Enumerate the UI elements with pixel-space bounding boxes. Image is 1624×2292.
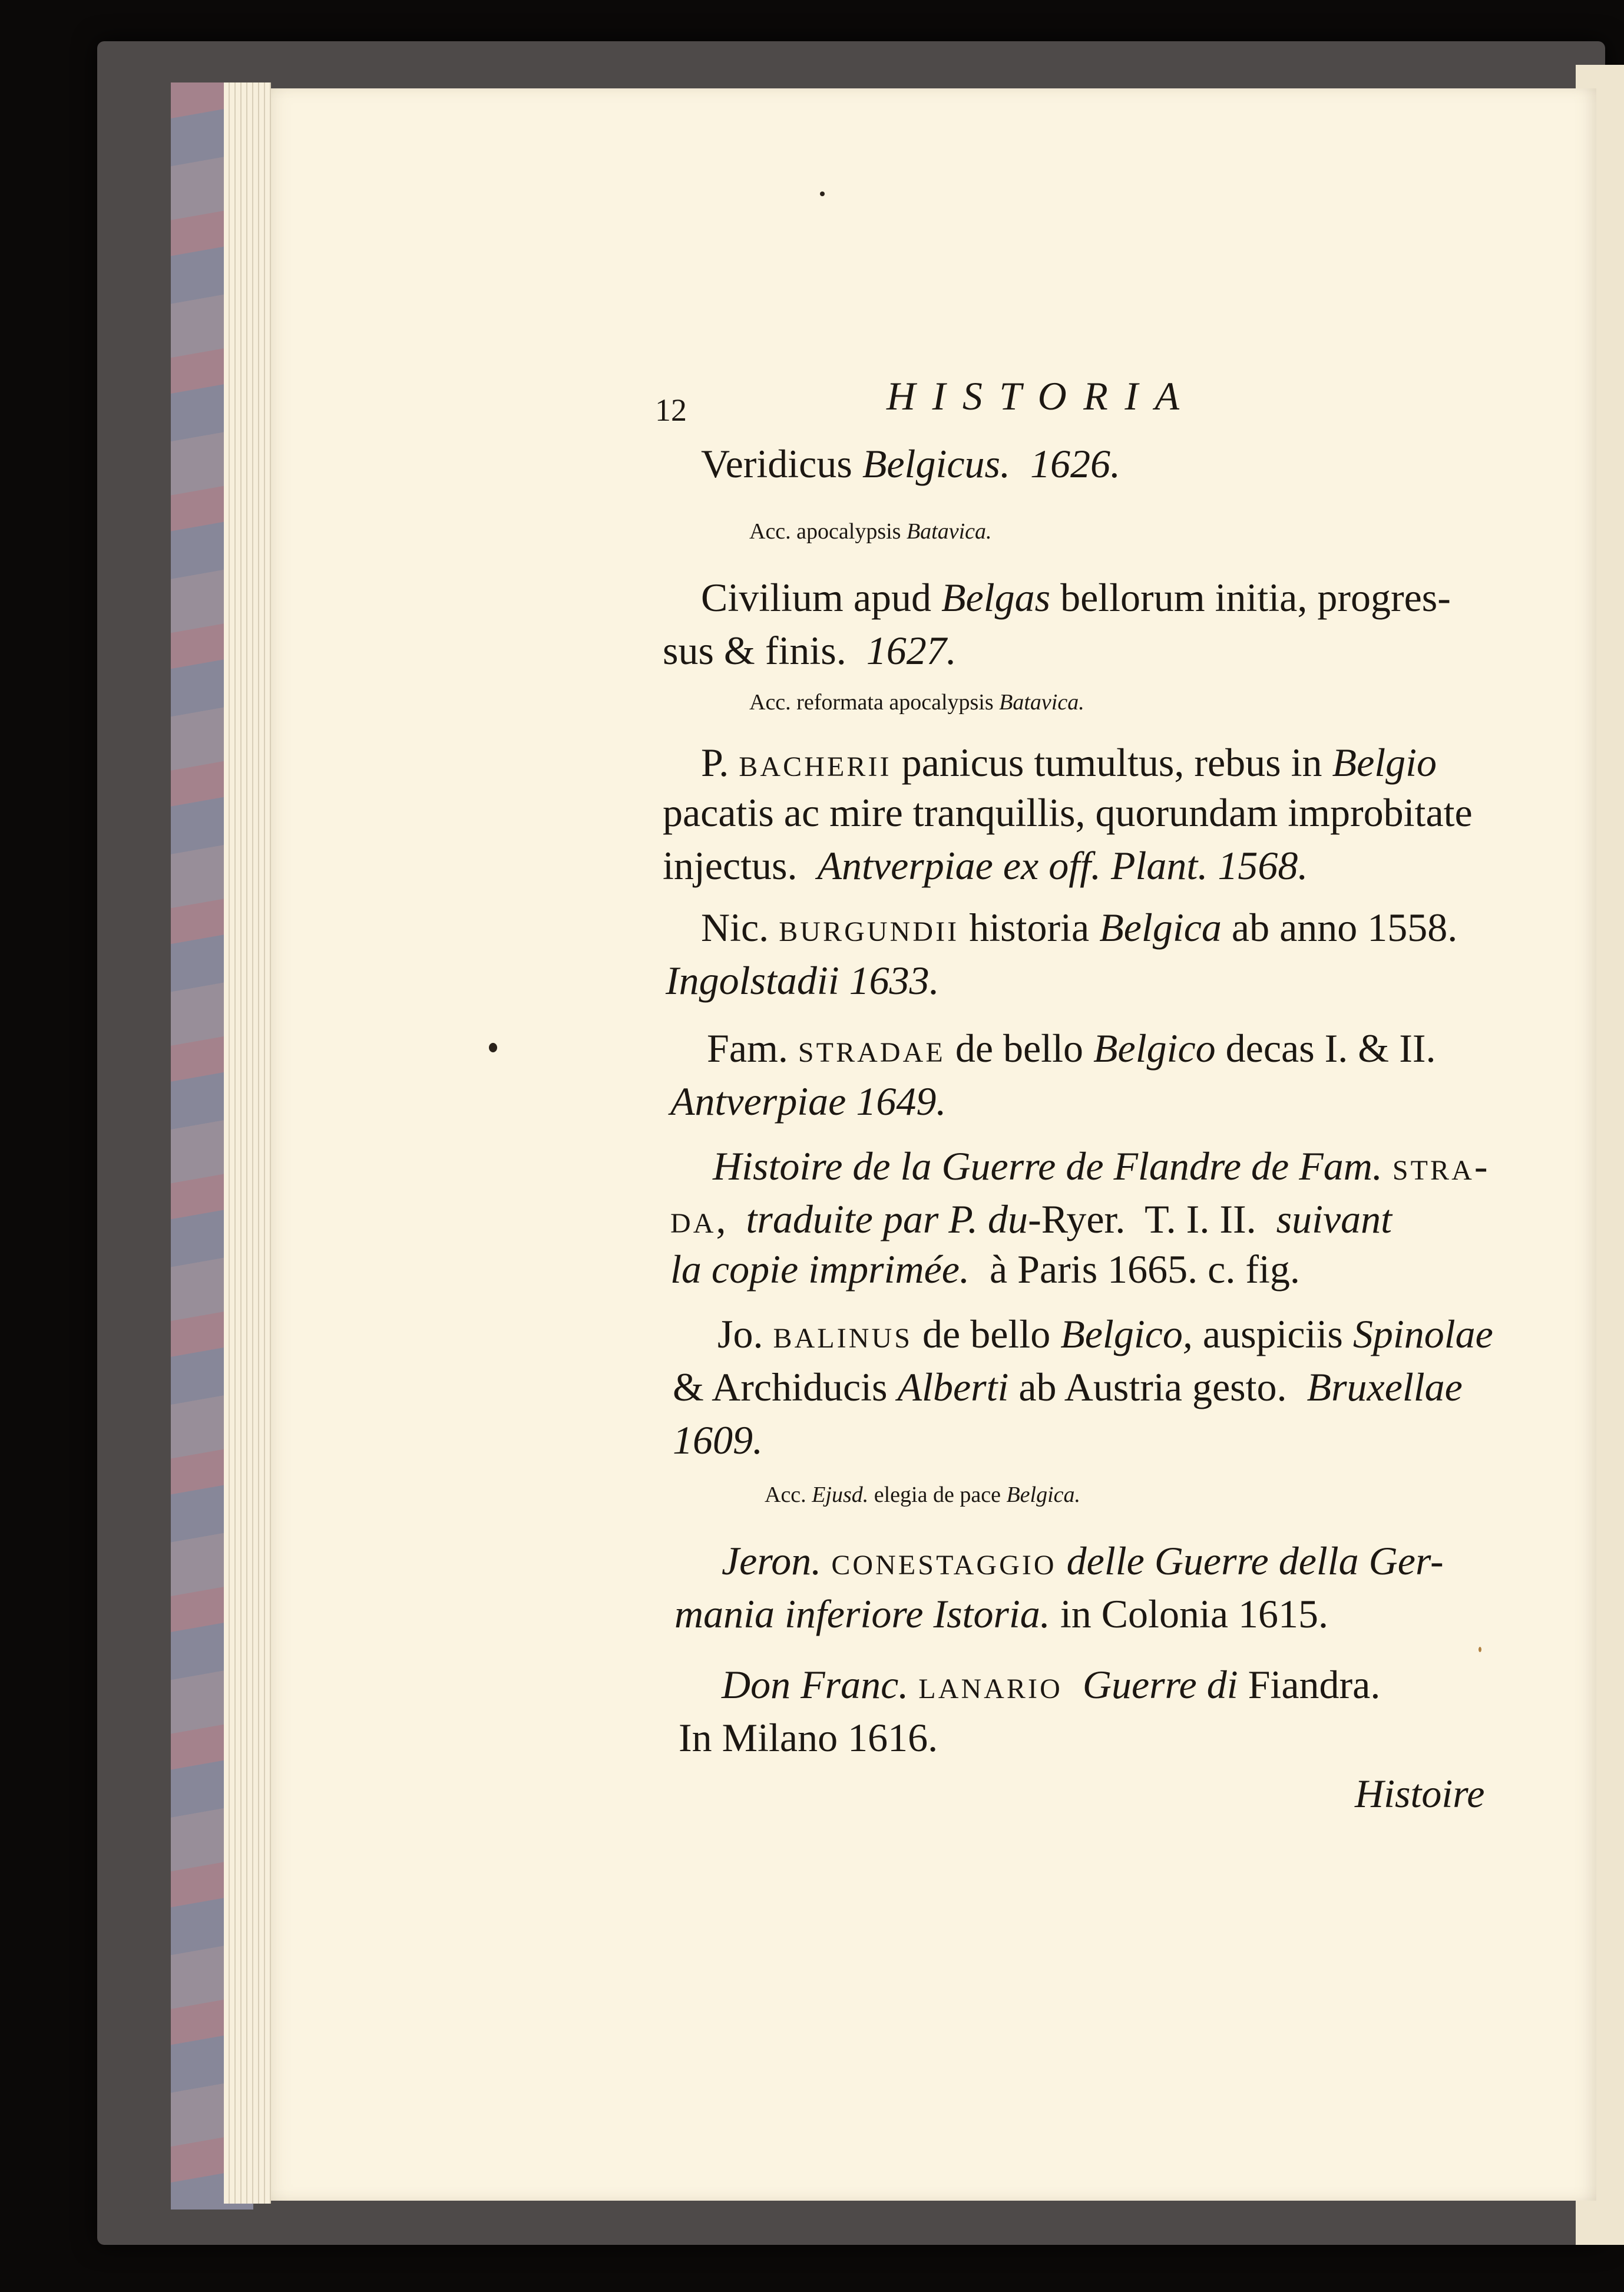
text-run: suivant xyxy=(1276,1197,1393,1241)
text-run: de bello xyxy=(945,1026,1093,1071)
entry-line xyxy=(701,904,1457,951)
entry-line xyxy=(701,574,1451,621)
page-number: 12 xyxy=(655,392,687,428)
entry-note xyxy=(749,518,992,544)
text-run xyxy=(1063,1662,1083,1707)
text-run: delle Guerre della Ger- xyxy=(1066,1538,1444,1583)
text-run: sus & finis. xyxy=(663,628,866,673)
entry-line xyxy=(673,1364,1463,1411)
text-run: 1626. xyxy=(1030,441,1120,486)
text-run: Antverpiae 1649. xyxy=(670,1079,947,1124)
text-run: stradae xyxy=(798,1026,945,1071)
text-run: Belgica. xyxy=(1006,1482,1080,1507)
entry-line xyxy=(722,1538,1444,1584)
text-run xyxy=(821,1538,831,1583)
text-run xyxy=(1382,1144,1393,1188)
text-run: panicus tumultus, rebus in xyxy=(891,740,1332,785)
text-run: 1627. xyxy=(866,628,957,673)
text-run: Belgico xyxy=(1093,1026,1216,1071)
text-run: traduite par P. du xyxy=(746,1197,1028,1241)
text-run: Acc. reformata apocalypsis xyxy=(749,690,1000,715)
entry-line xyxy=(670,1078,946,1125)
entry-line xyxy=(663,628,957,674)
text-run: Nic. xyxy=(701,905,779,950)
entry-line xyxy=(717,1311,1493,1358)
entry-note xyxy=(749,689,1084,715)
entry-line xyxy=(679,1715,938,1761)
text-run: , xyxy=(716,1197,746,1241)
entry-line xyxy=(713,1143,1490,1190)
text-run: burgundii xyxy=(779,905,960,950)
text-run: da xyxy=(670,1197,716,1241)
text-run: -Ryer. T. I. II. xyxy=(1028,1197,1276,1241)
text-run: Don Franc. xyxy=(722,1662,909,1707)
text-run: Antverpiae ex off. Plant. 1568. xyxy=(817,843,1308,888)
text-run: conestaggio xyxy=(831,1538,1057,1583)
text-run: Belgio xyxy=(1332,740,1437,785)
ink-speck xyxy=(489,1043,497,1052)
text-run: Belgas xyxy=(941,575,1051,620)
text-run: Guerre di xyxy=(1082,1662,1238,1707)
entry-line xyxy=(663,790,1473,836)
text-run: ab anno 1558. xyxy=(1221,905,1458,950)
text-run: in Colonia 1615. xyxy=(1050,1591,1329,1636)
text-run xyxy=(1057,1538,1067,1583)
running-title: HISTORIA xyxy=(887,374,1196,418)
text-run: Civilium apud xyxy=(701,575,941,620)
text-run: pacatis ac mire tranquillis, quorundam improbitate xyxy=(663,790,1473,835)
text-run: auspiciis xyxy=(1192,1312,1353,1356)
entry-line xyxy=(670,1196,1392,1243)
text-run: ab Austria gesto. xyxy=(1008,1365,1307,1409)
ink-speck xyxy=(1479,1647,1481,1652)
text-run: Ingolstadii 1633. xyxy=(666,958,940,1003)
text-run: 1609. xyxy=(673,1418,763,1462)
catchword: Histoire xyxy=(1355,1771,1485,1816)
text-run: à Paris 1665. c. fig. xyxy=(969,1247,1300,1292)
text-run: elegia de pace xyxy=(868,1482,1007,1507)
text-run: la copie imprimée. xyxy=(670,1247,970,1292)
text-run: lanario xyxy=(918,1662,1063,1707)
text-run: Fam. xyxy=(707,1026,798,1071)
text-run: Alberti xyxy=(897,1365,1009,1409)
text-run: Jeron. xyxy=(722,1538,822,1583)
text-run xyxy=(1010,441,1030,486)
text-run: injectus. xyxy=(663,843,818,888)
entry-line xyxy=(674,1591,1328,1637)
entry-line xyxy=(701,739,1437,786)
text-run: Veridicus xyxy=(701,441,862,486)
text-run xyxy=(908,1662,918,1707)
text-run: stra- xyxy=(1392,1144,1490,1188)
text-run: Ejusd. xyxy=(812,1482,869,1507)
text-run: mania inferiore Istoria. xyxy=(674,1591,1050,1636)
entry-line xyxy=(722,1662,1380,1708)
text-run: Belgica xyxy=(1099,905,1222,950)
text-run: bacherii xyxy=(739,740,892,785)
text-run: balinus xyxy=(773,1312,913,1356)
text-run: historia xyxy=(959,905,1100,950)
text-run: Batavica. xyxy=(906,519,992,544)
text-run: Acc. apocalypsis xyxy=(749,519,907,544)
text-run: Bruxellae xyxy=(1307,1365,1463,1409)
text-run: P. xyxy=(701,740,739,785)
entry-line xyxy=(701,441,1120,487)
page-edges xyxy=(224,82,271,2204)
text-run: bellorum initia, progres- xyxy=(1050,575,1451,620)
text-run: Belgicus. xyxy=(862,441,1010,486)
ink-speck xyxy=(820,191,825,196)
text-run: Belgico, xyxy=(1060,1312,1193,1356)
entry-note xyxy=(765,1482,1080,1508)
text-run: In Milano 1616. xyxy=(679,1715,938,1760)
text-run: de bello xyxy=(912,1312,1061,1356)
text-run: & Archiducis xyxy=(673,1365,898,1409)
text-run: Fiandra. xyxy=(1238,1662,1381,1707)
entry-line xyxy=(707,1025,1436,1072)
text-run: Spinolae xyxy=(1352,1312,1493,1356)
entry-line xyxy=(673,1417,763,1464)
text-run: Batavica. xyxy=(999,690,1084,715)
text-run: Histoire de la Guerre de Flandre de Fam. xyxy=(713,1144,1382,1188)
text-run: Jo. xyxy=(717,1312,773,1356)
entry-line xyxy=(663,843,1308,889)
text-run: decas I. & II. xyxy=(1215,1026,1436,1071)
entry-line xyxy=(670,1246,1300,1293)
text-run: Acc. xyxy=(765,1482,812,1507)
entry-line xyxy=(666,957,940,1004)
